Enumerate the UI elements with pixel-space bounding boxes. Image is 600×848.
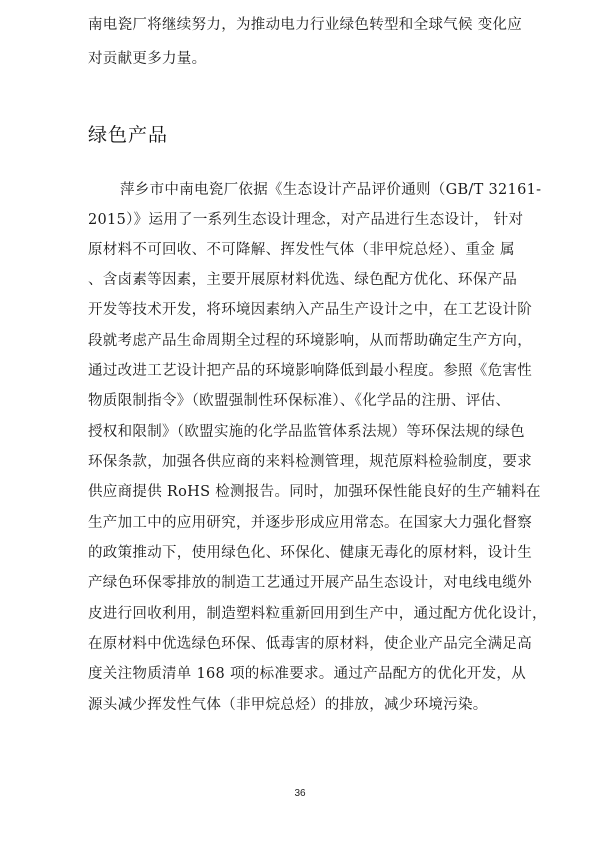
paragraph-line: 段就考虑产品生命周期全过程的环境影响，从而帮助确定生产方向， bbox=[88, 333, 532, 349]
paragraph-line: 度关注物质清单 168 项的标准要求。通过产品配方的优化开发，从 bbox=[88, 666, 526, 682]
paragraph-line: 通过改进工艺设计把产品的环境影响降低到最小程度。参照《危害性 bbox=[88, 363, 532, 379]
paragraph-line: 、含卤素等因素，主要开展原材料优选、绿色配方优化、环保产品 bbox=[88, 272, 518, 288]
paragraph-line: 萍乡市中南电瓷厂依据《生态设计产品评价通则（GB/T 32161- bbox=[120, 182, 542, 198]
paragraph-line: 开发等技术开发，将环境因素纳入产品生产设计之中，在工艺设计阶 bbox=[88, 302, 532, 318]
paragraph-line: 在原材料中优选绿色环保、低毒害的原材料，使企业产品完全满足高 bbox=[88, 636, 532, 652]
paragraph-line: 2015）》运用了一系列生态设计理念，对产品进行生态设计， 针对 bbox=[88, 212, 524, 228]
paragraph-line: 源头减少挥发性气体（非甲烷总烃）的排放，减少环境污染。 bbox=[88, 697, 488, 713]
paragraph-line: 的政策推动下，使用绿色化、环保化、健康无毒化的原材料，设计生 bbox=[88, 545, 532, 561]
intro-line: 对贡献更多力量。 bbox=[88, 51, 207, 67]
intro-line: 南电瓷厂将继续努力，为推动电力行业绿色转型和全球气候 变化应 bbox=[88, 17, 523, 33]
paragraph-line: 供应商提供 RoHS 检测报告。同时，加强环保性能良好的生产辅料在 bbox=[88, 484, 541, 500]
paragraph-line: 授权和限制》（欧盟实施的化学品监管体系法规）等环保法规的绿色 bbox=[88, 424, 525, 440]
paragraph-line: 皮进行回收利用，制造塑料粒重新回用到生产中，通过配方优化设计， bbox=[88, 606, 547, 622]
paragraph-line: 生产加工中的应用研究，并逐步形成应用常态。在国家大力强化督察 bbox=[88, 515, 532, 531]
section-title: 绿色产品 bbox=[88, 124, 169, 146]
paragraph-line: 产绿色环保零排放的制造工艺通过开展产品生态设计，对电线电缆外 bbox=[88, 575, 532, 591]
paragraph-line: 环保条款，加强各供应商的来料检测管理，规范原料检验制度，要求 bbox=[88, 454, 532, 470]
page-number: 36 bbox=[294, 788, 306, 799]
paragraph-line: 物质限制指令》（欧盟强制性环保标准）、《化学品的注册、评估、 bbox=[88, 393, 511, 409]
paragraph-line: 原材料不可回收、不可降解、挥发性气体（非甲烷总烃）、重金 属 bbox=[88, 242, 515, 258]
